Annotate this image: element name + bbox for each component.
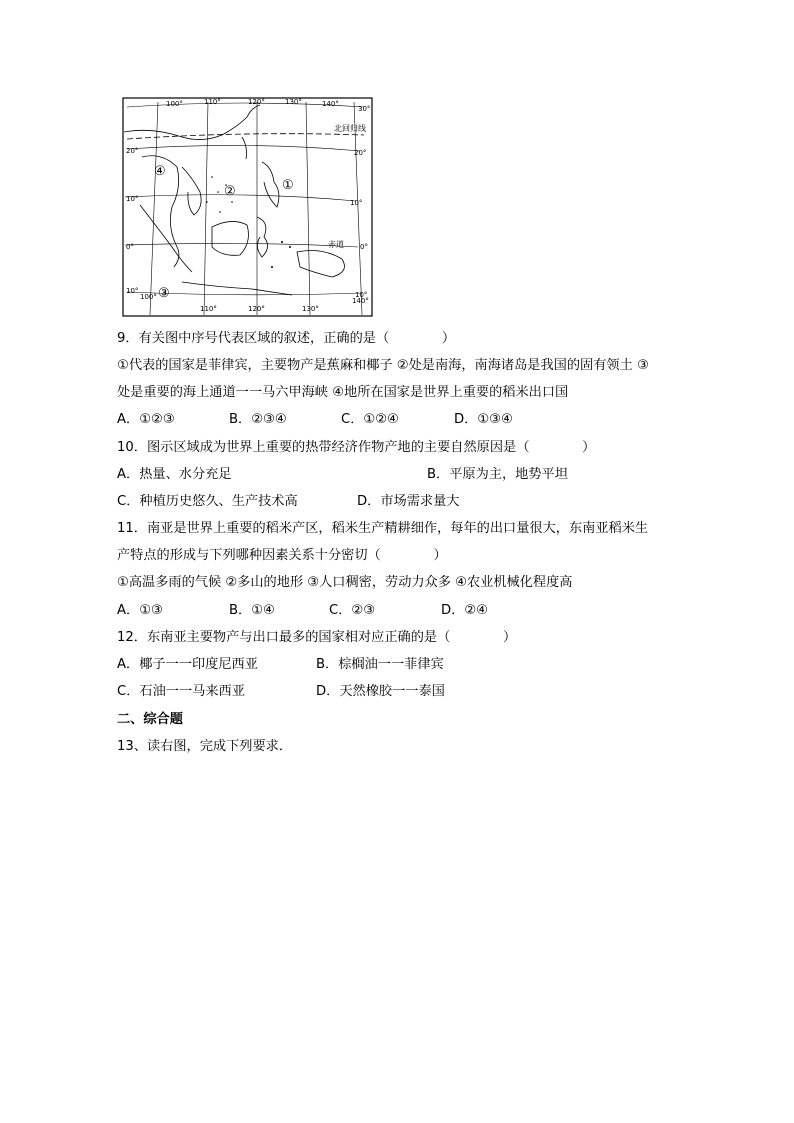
lat-label: 30° [358,105,371,113]
option-c: C．石油一一马来西亚 [117,684,245,699]
question-12-stem: 12．东南亚主要物产与出口最多的国家相对应正确的是（ ） [117,630,517,645]
question-10-stem: 10．图示区域成为世界上重要的热带经济作物产地的主要自然原因是（ ） [117,440,596,455]
option-a: A．热量、水分充足 [117,467,232,482]
option-b: B．①④ [229,603,275,618]
lon-label-bottom: 100° [140,293,157,301]
lat-label-left: 10° [126,195,139,203]
lat-label-left: 20° [126,147,139,155]
lon-label-top: 110° [204,98,221,106]
marker-2: ② [224,184,236,199]
lat-label: 10° [350,199,363,207]
lat-label: 20° [354,149,367,157]
lon-label-bottom: 110° [200,305,217,313]
option-c: C．①②④ [341,412,399,427]
lon-label-top: 130° [285,98,302,106]
option-a: A．①②③ [117,412,175,427]
marker-3: ③ [158,286,170,301]
question-9-statement: ①代表的国家是菲律宾，主要物产是蕉麻和椰子 ②处是南海，南海诸岛是我国的固有领土 ③ [117,358,649,373]
equator-label: 赤道 [328,240,344,249]
option-a: A．椰子一一印度尼西亚 [117,657,258,672]
section-title: 二、综合题 [117,712,183,727]
tropic-label: 北回归线 [334,124,366,133]
option-c: C．种植历史悠久、生产技术高 [117,494,298,509]
question-13-stem: 13、读右图，完成下列要求． [117,739,293,754]
question-11-stem: 产特点的形成与下列哪种因素关系十分密切（ ） [117,548,447,563]
option-d: D．①③④ [454,412,513,427]
map-svg [122,97,373,317]
option-d: D．市场需求量大 [357,494,460,509]
lon-label-top: 120° [248,98,265,106]
option-d: D．②④ [441,603,488,618]
lat-label: 0° [360,243,368,251]
option-d: D．天然橡胶一一泰国 [316,684,445,699]
option-b: B．平原为主，地势平坦 [427,467,568,482]
question-9-statement: 处是重要的海上通道一一马六甲海峡 ④地所在国家是世界上重要的稻米出口国 [117,385,569,400]
question-11-stem: 11．南亚是世界上重要的稻米产区，稻米生产精耕细作，每年的出口量很大，东南亚稻米生 [117,521,649,536]
option-b: B．棕榈油一一菲律宾 [316,657,444,672]
lon-label-bottom: 120° [248,305,265,313]
lat-label: 10° [355,291,368,299]
option-b: B．②③④ [229,412,287,427]
marker-1: ① [282,178,294,193]
lat-label-left: 0° [126,243,134,251]
lon-label-top: 100° [166,100,183,108]
marker-4: ④ [154,164,166,179]
lon-label-bottom: 130° [302,305,319,313]
option-a: A．①③ [117,603,163,618]
question-11-statement: ①高温多雨的气候 ②多山的地形 ③人口稠密，劳动力众多 ④农业机械化程度高 [117,575,573,590]
option-c: C．②③ [329,603,376,618]
question-9-stem: 9．有关图中序号代表区域的叙述，正确的是（ ） [117,331,456,346]
southeast-asia-map [122,97,373,317]
lon-label-top: 140° [322,100,339,108]
lat-label-left: 10° [126,287,139,295]
lon-label-bottom: 140° [352,297,369,305]
